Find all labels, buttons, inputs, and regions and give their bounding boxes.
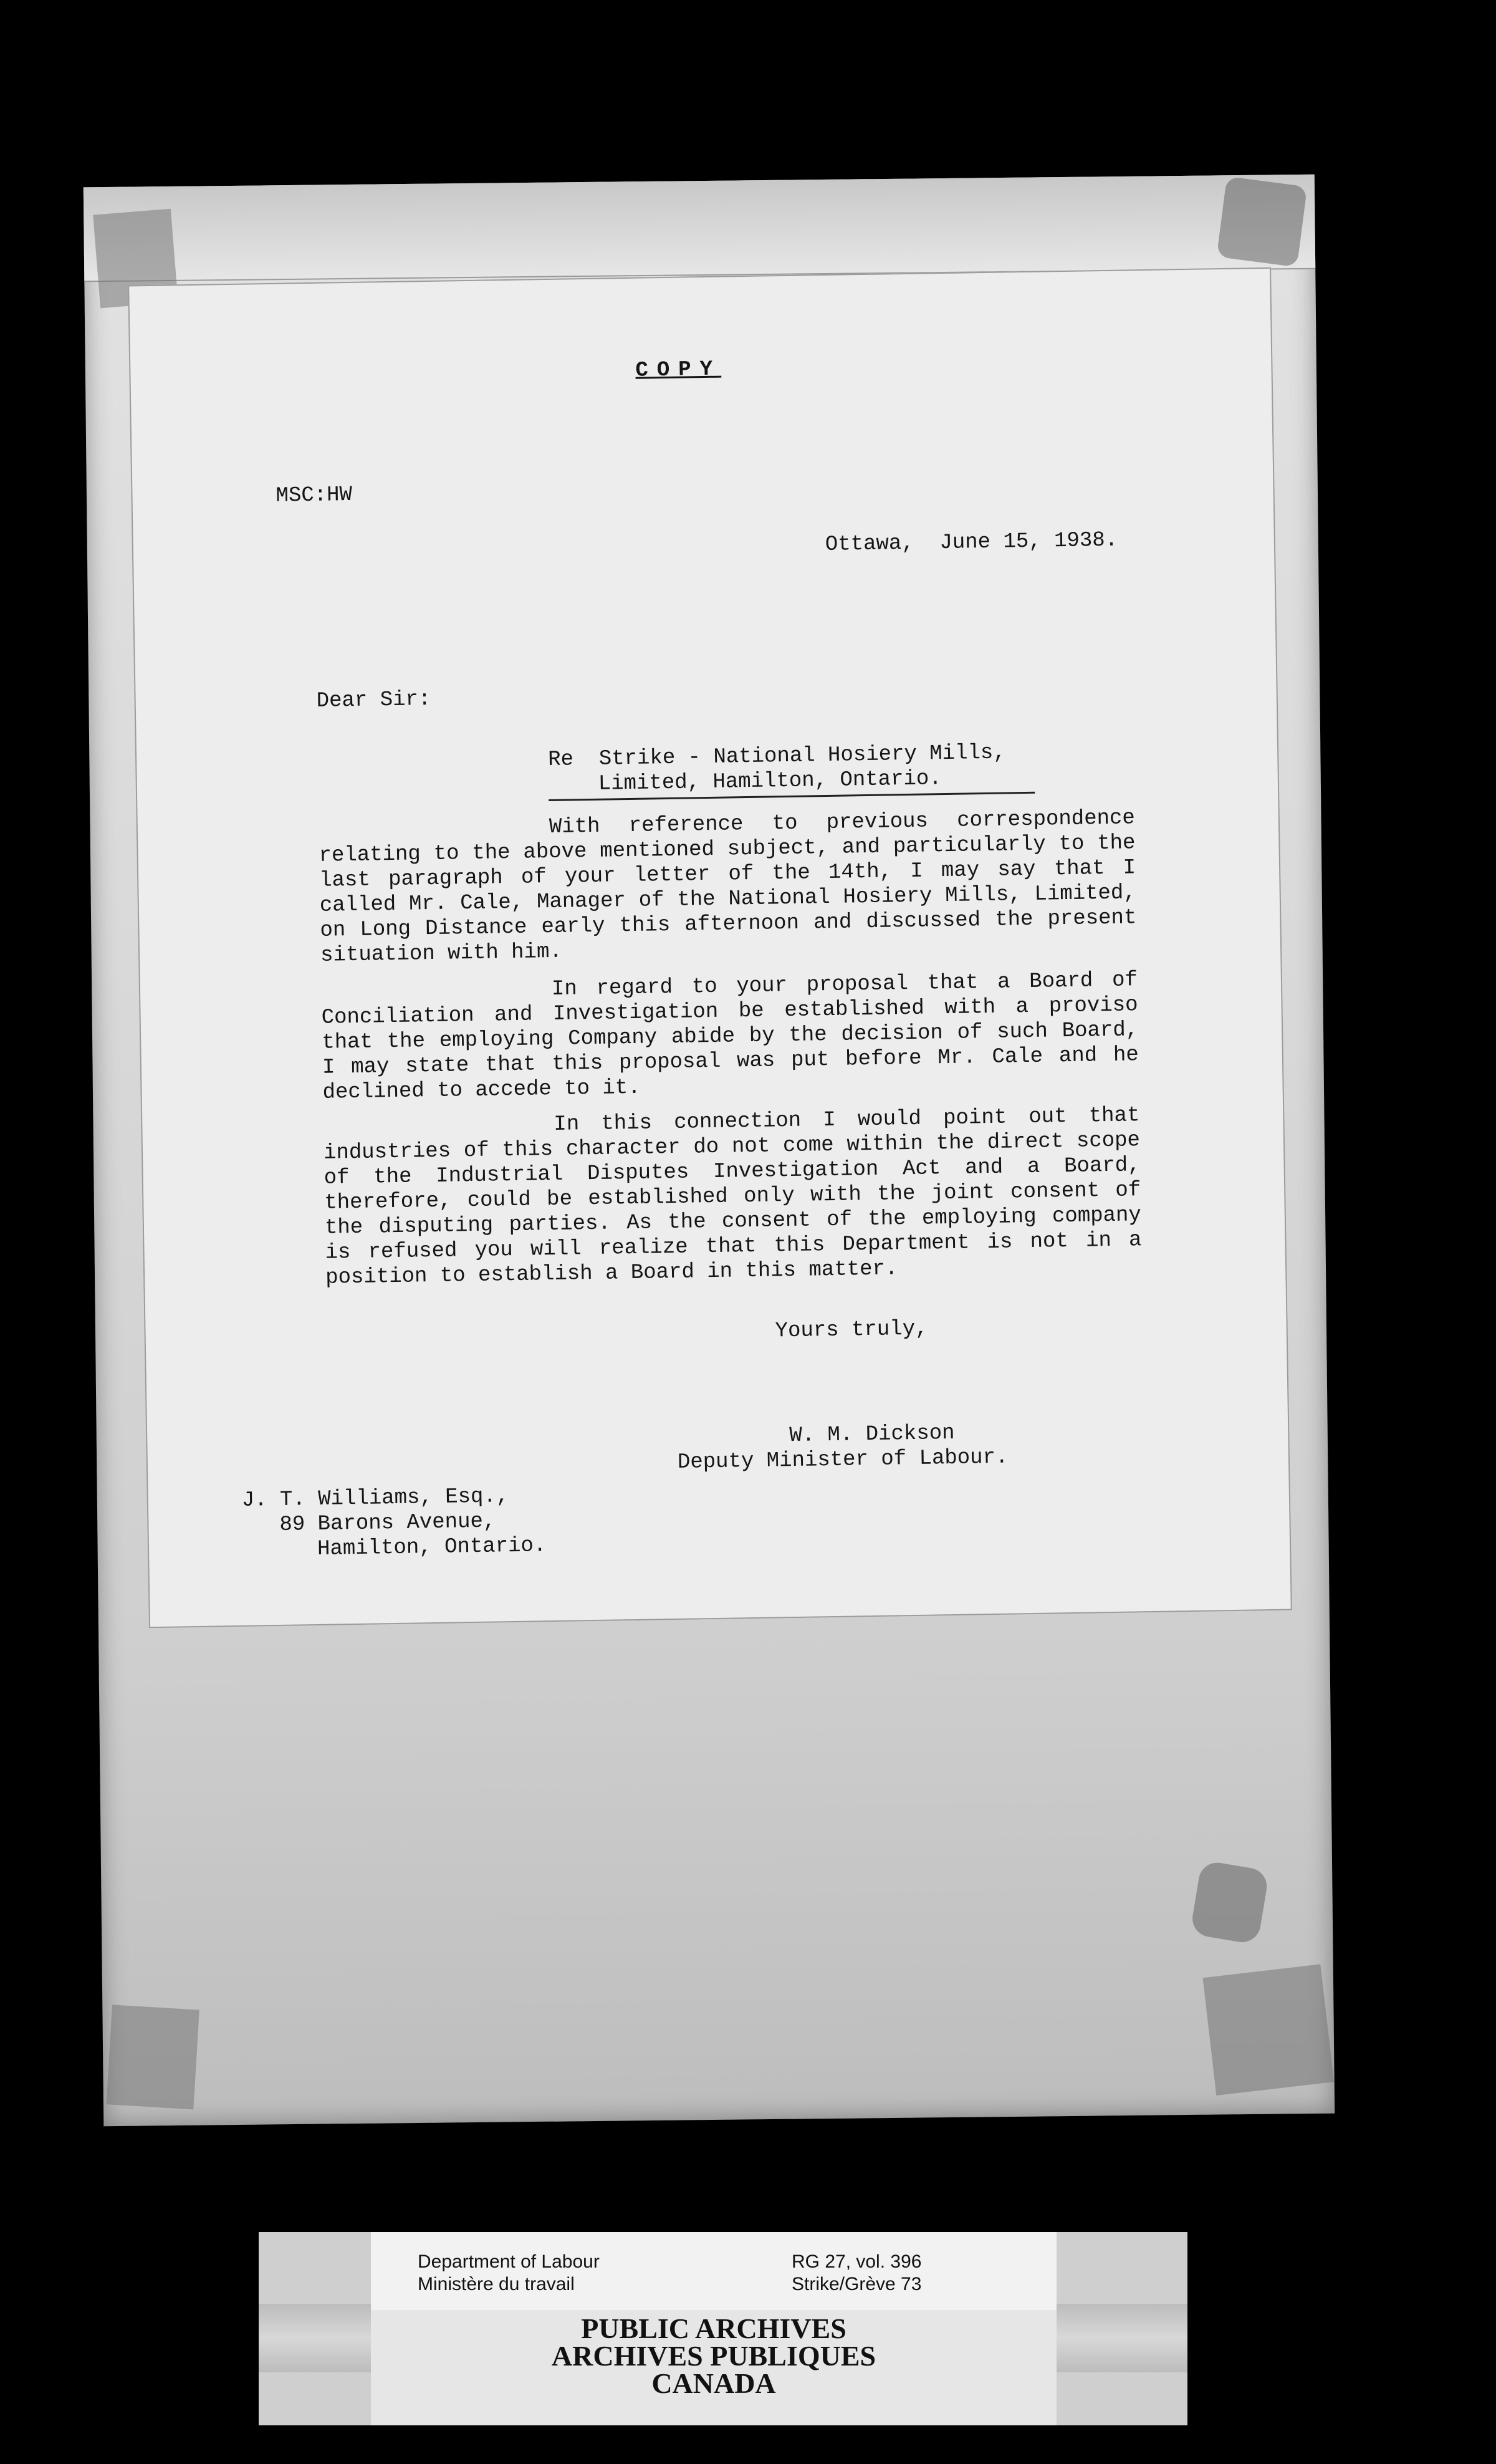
date-line: Ottawa, June 15, 1938. <box>825 528 1118 557</box>
tape-bottom-right-small <box>1190 1860 1270 1945</box>
recipient-city: Hamilton, Ontario. <box>317 1534 547 1562</box>
stamp-line-3: CANADA <box>651 2367 776 2399</box>
archive-label-info <box>371 2232 1057 2319</box>
tape-top-right <box>1217 176 1308 267</box>
typed-letter <box>128 267 1292 1629</box>
tape-bottom-left <box>107 2004 199 2109</box>
mount-top-strip <box>84 175 1315 282</box>
recipient-street: 89 Barons Avenue, <box>279 1509 496 1537</box>
salutation: Dear Sir: <box>316 687 431 713</box>
paragraph-2: In regard to your proposal that a Board of Conciliation and Investigation be established with a proviso that the employing Company abide by the decision of such Board, I may state that this proposal was put before Mr. Cale and he declined to accede to it. <box>321 968 1139 1105</box>
file-reference: Strike/Grève 73 <box>792 2274 922 2294</box>
archives-stamp <box>371 2310 1057 2425</box>
letter-heading: COPY <box>635 357 722 383</box>
signatory-title: Deputy Minister of Labour. <box>677 1445 1009 1475</box>
signatory-name: W. M. Dickson <box>789 1421 955 1448</box>
subject-line-1: Re Strike - National Hosiery Mills, <box>547 741 1006 772</box>
paragraph-3: In this connection I would point out that industries of this character do not come within the direct scope of the Industrial Disputes Investigation Act and a Board, therefore, could be established only with the joint consent of the disputing parties. As the consent of the employing company is refused you will realize that this Department is not in a position to establish a Board in this matter. <box>323 1104 1142 1290</box>
stamp-line-1: PUBLIC ARCHIVES <box>581 2312 846 2344</box>
record-group: RG 27, vol. 396 <box>792 2251 922 2272</box>
paragraph-1: With reference to previous correspondence relating to the above mentioned subject, and particularly to the last paragraph of your letter of the 14th, I may say that I called Mr. Cale, Manager of the National Hosiery Mills, Limited, on Long Distance early this afternoon and discussed the present situation with him. <box>319 806 1137 968</box>
closing: Yours truly, <box>775 1317 928 1344</box>
tape-bottom-right <box>1203 1964 1335 2096</box>
file-reference-block <box>792 2251 921 2296</box>
recipient-name: J. T. Williams, Esq., <box>241 1485 509 1513</box>
department-en: Department of Labour <box>418 2251 600 2272</box>
department-block <box>418 2251 600 2296</box>
reference-initials: MSC:HW <box>276 483 353 508</box>
archive-label <box>259 2232 1187 2425</box>
stamp-line-2: ARCHIVES PUBLIQUES <box>551 2340 876 2372</box>
subject-line-2: Limited, Hamilton, Ontario. <box>598 767 942 796</box>
department-fr: Ministère du travail <box>418 2274 575 2294</box>
